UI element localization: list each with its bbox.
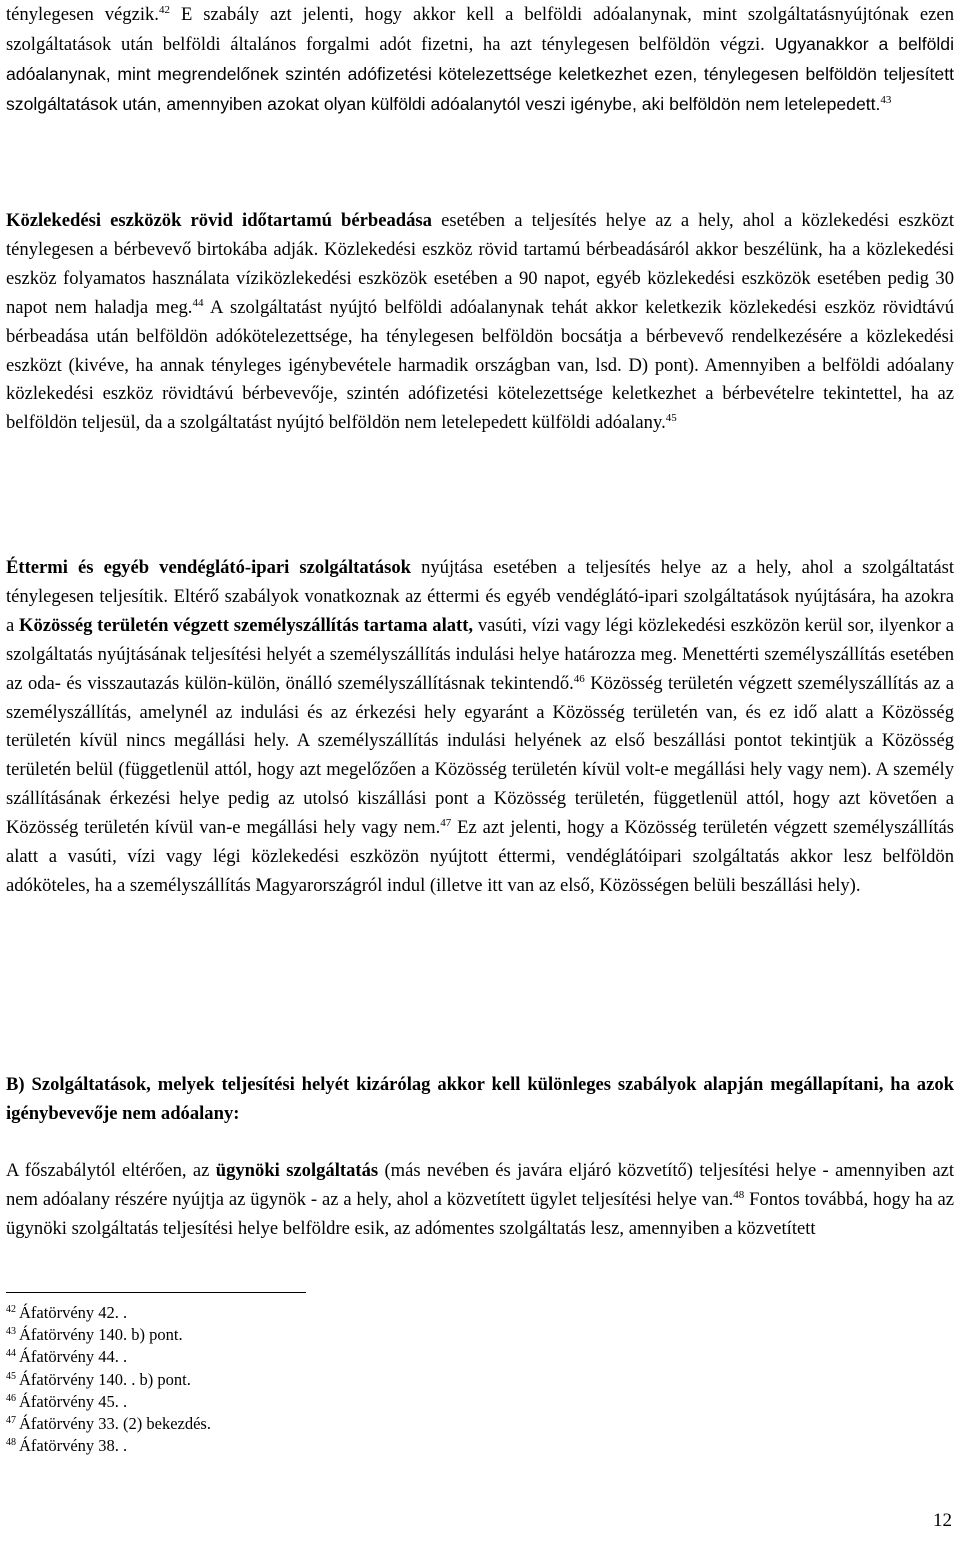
footnote-number: 45 bbox=[6, 1370, 16, 1382]
footnote-text: Áfatörvény 44. . bbox=[19, 1347, 128, 1367]
text-run: Közösség területén végzett személyszállítás az a személyszállítás, amelynél az indulási és az érkezési hely egyaránt a Közösség területén van, és ez idő alatt a Közösség területén kívül nincs megállási hely. A személyszállítás indulási helyének az első beszállási pontot tekintjük a Közösség területén belül (függetlenül attól, hogy azt megelőzően a Közösség területén kívül volt-e megállási hely vagy nem). A személy szállításának érkezési helye pedig az utolsó kiszállási pont a Közösség területén, függetlenül attól, hogy azt követően a Közösség területén kívül van-e megállási hely vagy nem. bbox=[6, 672, 954, 839]
footnote-item bbox=[6, 1435, 506, 1457]
footnote-number: 42 bbox=[6, 1304, 16, 1315]
paragraph-teljesites bbox=[6, 1, 954, 120]
section-heading-b bbox=[6, 1071, 954, 1129]
footnote-ref[interactable]: 47 bbox=[440, 817, 452, 830]
footnote-number: 44 bbox=[6, 1348, 16, 1360]
footnote-ref[interactable]: 42 bbox=[158, 4, 170, 16]
text-run: esetében a teljesítés helye az a hely, ahol a közlekedési eszközt ténylegesen a bérbevevő birtokába adják. Közlekedési eszköz rövid tartamú bérbeadásáról akkor beszélünk, ha a közlekedési eszköz folyamatos használata víziközlekedési eszközök esetében a 90 napot, egyéb közlekedési eszközök esetében pedig 30 napot nem haladja meg. bbox=[6, 210, 954, 318]
footnote-number: 47 bbox=[6, 1415, 16, 1427]
footnote-separator bbox=[6, 1292, 306, 1293]
footnote-text: Áfatörvény 140. . b) pont. bbox=[19, 1369, 191, 1389]
footnote-text: Áfatörvény 140. b) pont. bbox=[19, 1325, 183, 1345]
paragraph-ettermi-szolgaltatasok bbox=[6, 554, 954, 901]
footnote-ref[interactable]: 45 bbox=[665, 412, 677, 425]
paragraph-ugynoki-szolgaltatas bbox=[6, 1157, 954, 1244]
bold-term: Közösség területén végzett személyszállítás tartama alatt, bbox=[19, 614, 474, 636]
footnote-item bbox=[6, 1369, 506, 1391]
page-number: 12 bbox=[933, 1510, 952, 1531]
footnote-number: 48 bbox=[6, 1437, 16, 1449]
text-run: nyújtása esetében a teljesítés helye az a hely, ahol a szolgáltatást ténylegesen teljesítik. Eltérő szabályok vonatkoznak az éttermi és egyéb vendéglátó-ipari szolgáltatások nyújtására, ha azokra a bbox=[6, 557, 954, 636]
footnote-ref[interactable]: 44 bbox=[192, 296, 204, 309]
heading-text: B) Szolgáltatások, melyek teljesítési helyét kizárólag akkor kell különleges szabályok alapján megállapítani, ha azok igénybevevője nem adóalany: bbox=[6, 1074, 954, 1124]
footnote-item bbox=[6, 1324, 506, 1346]
document-page bbox=[6, 0, 954, 1545]
text-run: vasúti, vízi vagy légi közlekedési eszközön kerül sor, ilyenkor a szolgáltatás nyújtásának teljesítési helyét a személyszállítás indulási helye határozza meg. Menettérti személyszállítás esetében az oda- és visszautazás külön-külön, önálló személyszállításnak tekintendő. bbox=[6, 614, 954, 694]
text-run: A szolgáltatást nyújtó belföldi adóalanynak tehát akkor keletkezik közlekedési eszköz rövidtávú bérbeadása után belföldön adókötelezettsége, ha ténylegesen belföldön bocsátja a bérbevevő rendelkezésére a közlekedési eszközt (kivéve, ha annak tényleges igénybevétele harmadik országban van, lsd. D) pont). Amennyiben a belföldi adóalany közlekedési eszköz rövidtávú bérbevevője, szintén adófizetési kötelezettsége keletkezhet a bérbevételre tekintettel, ha az belföldön teljesül, da a szolgáltatást nyújtó belföldön nem letelepedett külföldi adóalany. bbox=[6, 296, 954, 434]
footnote-text: Áfatörvény 38. . bbox=[19, 1436, 128, 1456]
text-run: (más nevében és javára eljáró közvetítő) teljesítési helye - amennyiben azt nem adóalany részére nyújtja az ügynök - az a hely, ahol a közvetített ügylet teljesítési helye van. bbox=[6, 1160, 955, 1210]
bold-term: Éttermi és egyéb vendéglátó-ipari szolgáltatások bbox=[6, 557, 411, 578]
text-run: Ez azt jelenti, hogy a Közösség területén végzett személyszállítás alatt a vasúti, vízi vagy légi közlekedési eszközön nyújtott éttermi, vendéglátóipari szolgáltatás akkor lesz belföldön adóköteles, ha a személyszállítás Magyarországról indul (illetve itt van az első, Közösségen belüli beszállási hely). bbox=[6, 817, 954, 896]
text-run: Fontos továbbá, hogy ha az ügynöki szolgáltatás teljesítési helye belföldre esik, az adómentes szolgáltatás lesz, amennyiben a közvetített bbox=[6, 1188, 954, 1239]
footnote-item bbox=[6, 1413, 506, 1435]
text-run: E szabály azt jelenti, hogy akkor kell a belföldi adóalanynak, mint szolgáltatásnyújtónak ezen szolgáltatások után belföldi általános forgalmi adót fizetni, ha azt ténylegesen belföldön végzi. bbox=[6, 4, 954, 55]
footnote-ref[interactable]: 46 bbox=[573, 672, 585, 685]
footnote-text: Áfatörvény 42. . bbox=[19, 1303, 128, 1322]
footnote-list bbox=[6, 1302, 506, 1457]
text-run: A főszabálytól eltérően, az bbox=[6, 1160, 216, 1181]
footnote-ref[interactable]: 43 bbox=[880, 93, 892, 106]
text-run: ténylegesen végzik. bbox=[6, 4, 159, 25]
footnote-number: 46 bbox=[6, 1392, 16, 1404]
footnote-item bbox=[6, 1302, 506, 1324]
text-run: Ugyanakkor a belföldi adóalanynak, mint megrendelőnek szintén adófizetési kötelezettsége keletkezhet ezen, ténylegesen belföldön teljesített szolgáltatások után, amennyiben azokat olyan külföldi adóalanytól veszi igénybe, aki belföldön nem letelepedett. bbox=[6, 33, 954, 114]
footnote-number: 43 bbox=[6, 1326, 16, 1338]
footnote-ref[interactable]: 48 bbox=[733, 1188, 745, 1201]
footnote-item bbox=[6, 1346, 506, 1368]
footnote-text: Áfatörvény 45. . bbox=[19, 1391, 128, 1411]
bold-term: Közlekedési eszközök rövid időtartamú bérbeadása bbox=[6, 210, 432, 231]
footnote-item bbox=[6, 1391, 506, 1413]
footnote-text: Áfatörvény 33. (2) bekezdés. bbox=[19, 1414, 211, 1434]
bold-term: ügynöki szolgáltatás bbox=[215, 1160, 379, 1181]
paragraph-kozlekedesi-eszkozok bbox=[6, 207, 954, 438]
